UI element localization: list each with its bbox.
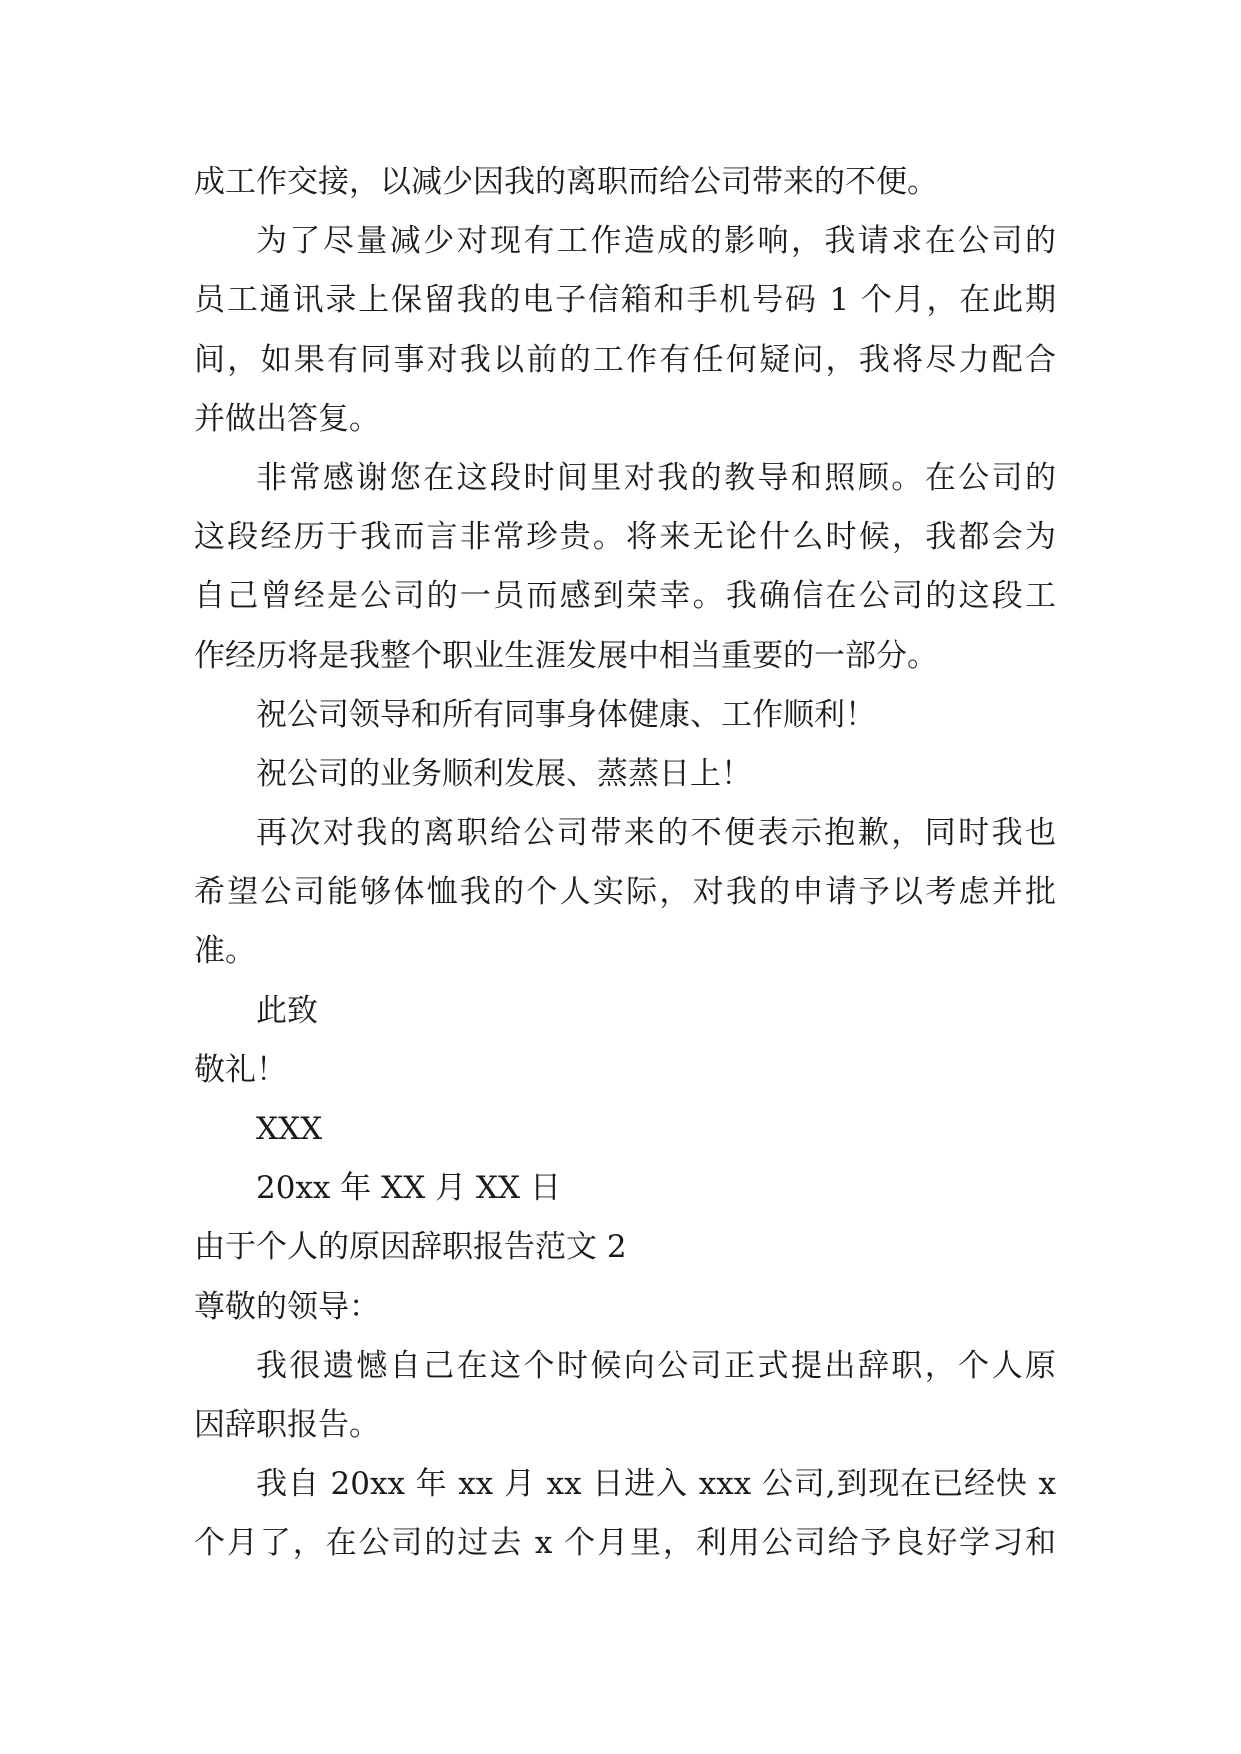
text-line: 准。 (194, 933, 256, 970)
text-line: 成工作交接，以减少因我的离职而给公司带来的不便。 (194, 164, 938, 200)
body-text (194, 153, 1056, 1574)
text-line: 自己曾经是公司的一员而感到荣幸。我确信在公司的这段工 (194, 578, 1056, 615)
paragraph-start-line: 我自 20xx 年 xx 月 xx 日进入 xxx 公司,到现在已经快 x (256, 1466, 1056, 1503)
signature-date: 20xx 年 XX 月 XX 日 (256, 1170, 561, 1207)
closing-regards: 敬礼！ (194, 1051, 287, 1088)
section-title: 由于个人的原因辞职报告范文 2 (194, 1229, 627, 1266)
text-line: 希望公司能够体恤我的个人实际，对我的申请予以考虑并批 (194, 874, 1056, 911)
greeting: 尊敬的领导： (194, 1288, 380, 1325)
closing-salutation: 此致 (256, 992, 318, 1029)
signature-name: XXX (256, 1111, 323, 1147)
paragraph-start-line: 为了尽量减少对现有工作造成的影响，我请求在公司的 (256, 223, 1056, 260)
text-line: 作经历将是我整个职业生涯发展中相当重要的一部分。 (194, 637, 938, 674)
text-line: 间，如果有同事对我以前的工作有任何疑问，我将尽力配合 (194, 341, 1056, 378)
paragraph-start-line: 再次对我的离职给公司带来的不便表示抱歉，同时我也 (256, 815, 1056, 852)
text-line: 因辞职报告。 (194, 1406, 380, 1443)
text-line: 并做出答复。 (194, 400, 380, 437)
text-line: 这段经历于我而言非常珍贵。将来无论什么时候，我都会为 (194, 519, 1056, 556)
text-line: 个月了，在公司的过去 x 个月里，利用公司给予良好学习和 (194, 1525, 1056, 1562)
paragraph-start-line: 我很遗憾自己在这个时候向公司正式提出辞职，个人原 (256, 1347, 1056, 1384)
paragraph-start-line: 祝公司领导和所有同事身体健康、工作顺利！ (256, 696, 876, 733)
paragraph-start-line: 非常感谢您在这段时间里对我的教导和照顾。在公司的 (256, 459, 1056, 496)
paragraph-start-line: 祝公司的业务顺利发展、蒸蒸日上！ (256, 755, 752, 792)
text-line: 员工通讯录上保留我的电子信箱和手机号码 1 个月，在此期 (194, 282, 1056, 319)
